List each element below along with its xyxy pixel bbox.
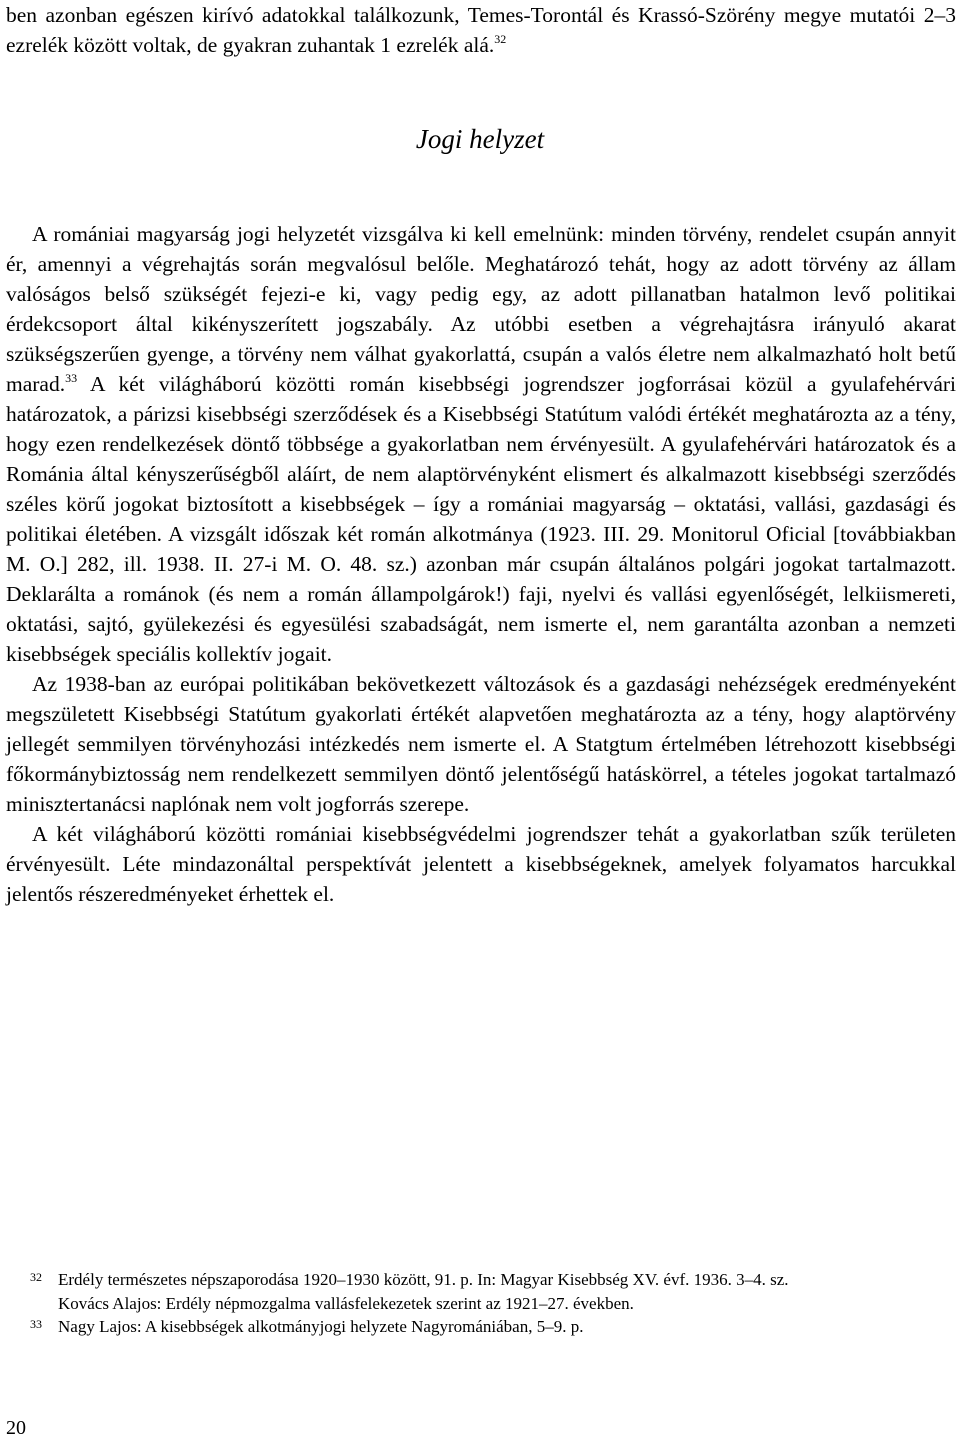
footnote-ref-32[interactable]: 32 bbox=[494, 32, 507, 46]
footnote-line: Erdély természetes népszaporodása 1920–1930 között, 91. p. In: Magyar Kisebbség XV. évf. 1936. 3–4. sz. bbox=[58, 1270, 789, 1289]
footnote-ref-33[interactable]: 33 bbox=[65, 371, 78, 385]
main-body bbox=[6, 219, 956, 909]
paragraph-1-part-1: A romániai magyarság jogi helyzetét vizsgálva ki kell emelnünk: minden törvény, rendelet csupán annyit ér, amennyi a végrehajtás során megvalósul belőle. Meghatározó tehát, hogy az adott törvény az állam valóságos belső szükségét fejezi-e ki, vagy pedig egy, az adott pillanatban hatalmon levő politikai érdekcsoport által kikényszerített jogszabály. Az utóbbi esetben a végrehajtásra irányuló akarat szükségszerűen gyenge, a törvény nem válhat gyakorlattá, csupán a valós életre nem alkalmazható holt betű marad. bbox=[6, 222, 956, 396]
paragraph-1 bbox=[6, 219, 956, 669]
paragraph-1-part-2: A két világháború közötti román kisebbségi jogrendszer jogforrásai közül a gyulafehérvári határozatok, a párizsi kisebbségi szerződések és a Kisebbségi Statútum valódi értékét meghatározta az a tény, hogy ezen rendelkezések döntő többsége a gyakorlatban nem érvényesült. A gyulafehérvári határozatok és a Románia által kényszerűségből aláírt, de nem alaptörvényként elismert és alkalmazott kisebbségi szerződés széles körű jogokat biztosított a kisebbségek – így a romániai magyarság – oktatási, vallási, gazdasági és politikai életében. A vizsgált időszak két román alkotmánya (1923. III. 29. Monitorul Oficial [továbbiakban M. O.] 282, ill. 1938. II. 27-i M. O. 48. sz.) azonban már csupán általános polgári jogokat tartalmazott. Deklarálta a románok (és nem a román állampolgárok!) faji, nyelvi és vallási egyenlőségét, lelkiismereti, oktatási, sajtó, gyülekezési és egyesülési szabadságát, nem ismerte el, nem garantálta azonban a nemzeti kisebbségek speciális kollektív jogait. bbox=[6, 372, 956, 666]
footnotes bbox=[6, 1268, 956, 1339]
intro-text: ben azonban egészen kirívó adatokkal találkozunk, Temes-Torontál és Krassó-Szörény megye mutatói 2–3 ezrelék között voltak, de gyakran zuhantak 1 ezrelék alá. bbox=[6, 3, 956, 57]
footnote-number: 32 bbox=[30, 1270, 42, 1284]
footnote-number: 33 bbox=[30, 1317, 42, 1331]
paragraph-2: Az 1938-ban az európai politikában bekövetkezett változások és a gazdasági nehézségek eredményeként megszületett Kisebbségi Statútum gyakorlati értékét alapvetően meghatározta az a tény, hogy alaptörvény jellegét semmilyen törvényhozási intézkedés nem ismerte el. A Statgtum értelmében létrehozott kisebbségi főkormánybiztosság nem rendelkezett semmilyen döntő jelentőségű hatáskörrel, a tételes jogokat tartalmazó minisztertanácsi naplónak nem volt jogforrás szerepe. bbox=[6, 672, 956, 816]
intro-paragraph bbox=[6, 0, 956, 60]
footnote-line: Kovács Alajos: Erdély népmozgalma vallásfelekezetek szerint az 1921–27. években. bbox=[58, 1293, 634, 1313]
footnote-32 bbox=[6, 1268, 956, 1315]
page-number: 20 bbox=[6, 1417, 26, 1439]
section-title: Jogi helyzet bbox=[415, 124, 545, 154]
paragraph-3: A két világháború közötti romániai kisebbségvédelmi jogrendszer tehát a gyakorlatban szűk területen érvényesült. Léte mindazonáltal perspektívát jelentett a kisebbségeknek, amelyek folyamatos harcukkal jelentős részeredményeket érhettek el. bbox=[6, 822, 956, 906]
footnote-33 bbox=[6, 1315, 956, 1339]
footnote-line: Nagy Lajos: A kisebbségek alkotmányjogi helyzete Nagyromániában, 5–9. p. bbox=[58, 1317, 584, 1336]
